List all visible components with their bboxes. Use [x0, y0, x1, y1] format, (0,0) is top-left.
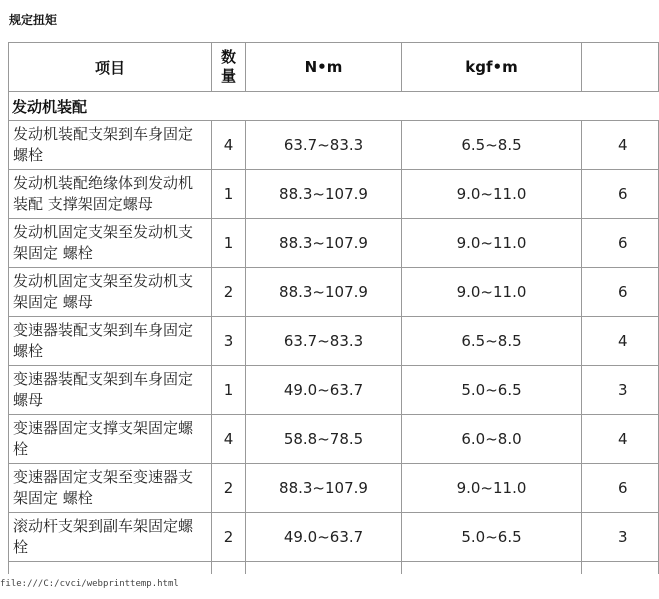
- row-qty: 3: [212, 317, 246, 366]
- row-extra: 3: [582, 366, 659, 415]
- section-row: [9, 92, 659, 121]
- row-qty: 4: [212, 415, 246, 464]
- row-qty: 4: [212, 121, 246, 170]
- row-item: 变速器装配支架到车身固定螺栓: [9, 317, 212, 366]
- row-extra: 6: [582, 170, 659, 219]
- row-item: 变速器固定支架至变速器支架固定 螺栓: [9, 464, 212, 513]
- header-item: 项目: [9, 43, 212, 92]
- header-kgf: kgf•m: [402, 43, 582, 92]
- row-qty: 2: [212, 464, 246, 513]
- partial-cell: [246, 562, 402, 575]
- partial-cell: [402, 562, 582, 575]
- row-qty: 1: [212, 219, 246, 268]
- table-row: [9, 170, 659, 219]
- row-nm: 49.0~63.7: [246, 513, 402, 562]
- row-nm: 58.8~78.5: [246, 415, 402, 464]
- row-nm: 88.3~107.9: [246, 170, 402, 219]
- row-extra: 6: [582, 219, 659, 268]
- table-row-partial: [9, 562, 659, 575]
- row-kgf: 5.0~6.5: [402, 366, 582, 415]
- row-item: 发动机固定支架至发动机支架固定 螺母: [9, 268, 212, 317]
- row-kgf: 9.0~11.0: [402, 219, 582, 268]
- row-qty: 1: [212, 366, 246, 415]
- row-qty: 1: [212, 170, 246, 219]
- header-qty-line1: 数: [220, 48, 236, 66]
- table-row: [9, 415, 659, 464]
- row-kgf: 9.0~11.0: [402, 464, 582, 513]
- partial-cell: [9, 562, 212, 575]
- row-item: 变速器装配支架到车身固定螺母: [9, 366, 212, 415]
- table-row: [9, 464, 659, 513]
- partial-cell: [582, 562, 659, 575]
- page-title: 规定扭矩: [9, 13, 58, 27]
- row-item: 滚动杆支架到副车架固定螺栓: [9, 513, 212, 562]
- row-nm: 88.3~107.9: [246, 464, 402, 513]
- row-nm: 88.3~107.9: [246, 268, 402, 317]
- table-row: [9, 219, 659, 268]
- header-qty-line2: 量: [220, 67, 236, 85]
- table-row: [9, 366, 659, 415]
- row-item: 发动机固定支架至发动机支架固定 螺栓: [9, 219, 212, 268]
- row-item: 发动机装配支架到车身固定螺栓: [9, 121, 212, 170]
- row-extra: 6: [582, 268, 659, 317]
- row-kgf: 9.0~11.0: [402, 170, 582, 219]
- row-kgf: 5.0~6.5: [402, 513, 582, 562]
- row-qty: 2: [212, 513, 246, 562]
- row-extra: 6: [582, 464, 659, 513]
- table-header-row: [9, 43, 659, 92]
- table-row: [9, 121, 659, 170]
- print-footer-url: file:///C:/cvci/webprinttemp.html: [0, 579, 179, 589]
- row-extra: 4: [582, 317, 659, 366]
- header-qty: [212, 43, 246, 92]
- row-kgf: 9.0~11.0: [402, 268, 582, 317]
- table-row: [9, 513, 659, 562]
- header-extra: [582, 43, 659, 92]
- row-nm: 49.0~63.7: [246, 366, 402, 415]
- torque-spec-table: [8, 42, 659, 574]
- row-nm: 63.7~83.3: [246, 317, 402, 366]
- row-extra: 3: [582, 513, 659, 562]
- row-kgf: 6.5~8.5: [402, 121, 582, 170]
- header-nm: N•m: [246, 43, 402, 92]
- table-row: [9, 268, 659, 317]
- row-qty: 2: [212, 268, 246, 317]
- row-nm: 63.7~83.3: [246, 121, 402, 170]
- row-nm: 88.3~107.9: [246, 219, 402, 268]
- row-extra: 4: [582, 415, 659, 464]
- row-item: 变速器固定支撑支架固定螺栓: [9, 415, 212, 464]
- row-kgf: 6.5~8.5: [402, 317, 582, 366]
- partial-cell: [212, 562, 246, 575]
- row-extra: 4: [582, 121, 659, 170]
- section-title: 发动机装配: [9, 92, 659, 121]
- table-row: [9, 317, 659, 366]
- row-kgf: 6.0~8.0: [402, 415, 582, 464]
- row-item: 发动机装配绝缘体到发动机装配 支撑架固定螺母: [9, 170, 212, 219]
